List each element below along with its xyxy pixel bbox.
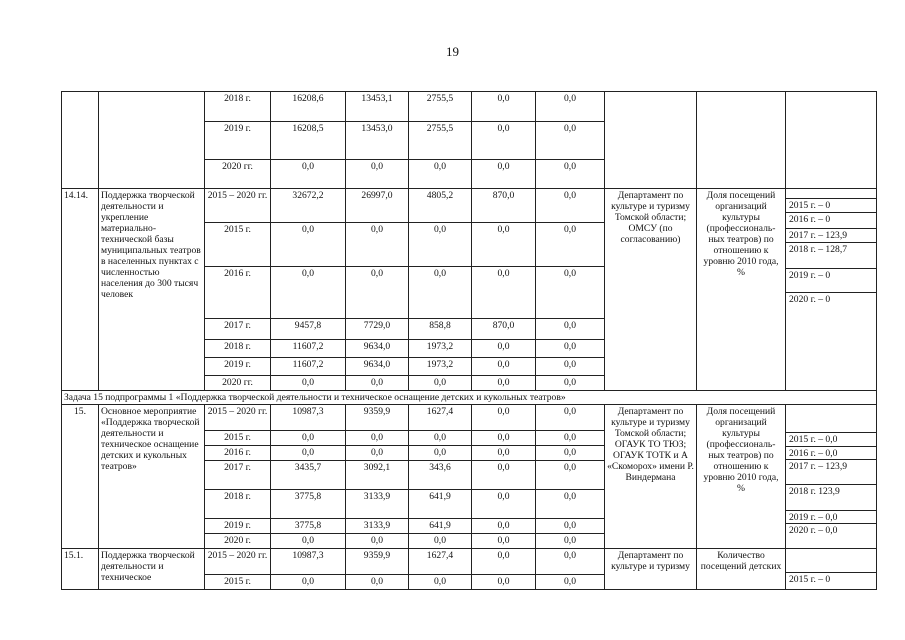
amount-cell: 0,0 bbox=[472, 461, 536, 490]
amount-cell: 0,0 bbox=[536, 534, 605, 549]
target-value: 2015 г. – 0,0 bbox=[786, 433, 876, 447]
amount-cell: 26997,0 bbox=[346, 189, 409, 223]
period-cell: 2017 г. bbox=[205, 319, 271, 340]
indicator-cell: Количество посещений детских bbox=[697, 549, 786, 590]
period-cell: 2018 г. bbox=[205, 490, 271, 519]
amount-cell: 0,0 bbox=[472, 519, 536, 534]
amount-cell: 13453,1 bbox=[346, 92, 409, 122]
period-cell: 2019 г. bbox=[205, 358, 271, 376]
amount-cell: 0,0 bbox=[536, 376, 605, 391]
amount-cell: 2755,5 bbox=[409, 92, 472, 122]
amount-cell: 11607,2 bbox=[271, 358, 346, 376]
target-value: 2019 г. – 0,0 bbox=[786, 511, 876, 524]
amount-cell: 0,0 bbox=[472, 405, 536, 431]
amount-cell: 1973,2 bbox=[409, 358, 472, 376]
amount-cell: 0,0 bbox=[536, 92, 605, 122]
target-value: 2016 г. – 0,0 bbox=[786, 447, 876, 460]
amount-cell: 0,0 bbox=[346, 446, 409, 461]
amount-cell: 7729,0 bbox=[346, 319, 409, 340]
target-value: 2016 г. – 0 bbox=[786, 213, 876, 229]
num-cell bbox=[62, 92, 99, 189]
amount-cell: 0,0 bbox=[472, 376, 536, 391]
amount-cell: 0,0 bbox=[472, 431, 536, 446]
amount-cell: 0,0 bbox=[271, 431, 346, 446]
targets-cell bbox=[786, 549, 877, 590]
amount-cell: 0,0 bbox=[271, 160, 346, 189]
amount-cell: 858,8 bbox=[409, 319, 472, 340]
amount-cell: 0,0 bbox=[536, 160, 605, 189]
amount-cell: 0,0 bbox=[346, 223, 409, 267]
amount-cell: 0,0 bbox=[409, 575, 472, 590]
amount-cell: 0,0 bbox=[536, 122, 605, 160]
target-value: 2018 г. – 128,7 bbox=[786, 243, 876, 269]
period-cell: 2016 г. bbox=[205, 446, 271, 461]
amount-cell: 9359,9 bbox=[346, 405, 409, 431]
period-cell: 2015 г. bbox=[205, 575, 271, 590]
amount-cell: 0,0 bbox=[536, 575, 605, 590]
amount-cell: 641,9 bbox=[409, 519, 472, 534]
name-cell: Поддержка творческой деятельности и укрепление материально-технической базы муниципальных театров в населенных пунктах с численностью населения до 300 тысяч человек bbox=[99, 189, 205, 391]
targets-cell bbox=[786, 189, 877, 391]
amount-cell: 32672,2 bbox=[271, 189, 346, 223]
amount-cell: 0,0 bbox=[409, 431, 472, 446]
period-cell: 2020 гг. bbox=[205, 160, 271, 189]
num-cell: 14.14. bbox=[62, 189, 99, 391]
amount-cell: 0,0 bbox=[346, 267, 409, 319]
amount-cell: 0,0 bbox=[346, 431, 409, 446]
amount-cell: 2755,5 bbox=[409, 122, 472, 160]
task-heading: Задача 15 подпрограммы 1 «Поддержка творческой деятельности и техническое оснащение детских и кукольных театров» bbox=[62, 391, 877, 405]
indicator-cell: Доля посещений организаций культуры (профессиональ-ных театров) по отношению к уровню 2010 года, % bbox=[697, 189, 786, 391]
period-cell: 2015 – 2020 гг. bbox=[205, 549, 271, 575]
period-cell: 2018 г. bbox=[205, 92, 271, 122]
amount-cell: 0,0 bbox=[472, 549, 536, 575]
period-cell: 2015 – 2020 гг. bbox=[205, 189, 271, 223]
amount-cell: 0,0 bbox=[409, 534, 472, 549]
amount-cell: 0,0 bbox=[536, 519, 605, 534]
amount-cell: 0,0 bbox=[536, 319, 605, 340]
table-row bbox=[62, 549, 877, 575]
program-table bbox=[61, 91, 877, 590]
amount-cell: 0,0 bbox=[536, 405, 605, 431]
amount-cell: 0,0 bbox=[472, 340, 536, 358]
name-cell bbox=[99, 92, 205, 189]
amount-cell: 16208,6 bbox=[271, 92, 346, 122]
period-cell: 2015 – 2020 гг. bbox=[205, 405, 271, 431]
amount-cell: 0,0 bbox=[472, 575, 536, 590]
amount-cell: 0,0 bbox=[346, 376, 409, 391]
period-cell: 2015 г. bbox=[205, 223, 271, 267]
amount-cell: 0,0 bbox=[536, 461, 605, 490]
amount-cell: 0,0 bbox=[409, 223, 472, 267]
amount-cell: 1973,2 bbox=[409, 340, 472, 358]
amount-cell: 0,0 bbox=[472, 92, 536, 122]
amount-cell: 0,0 bbox=[346, 160, 409, 189]
amount-cell: 13453,0 bbox=[346, 122, 409, 160]
amount-cell: 0,0 bbox=[536, 358, 605, 376]
amount-cell: 0,0 bbox=[409, 267, 472, 319]
target-value: 2019 г. – 0 bbox=[786, 269, 876, 293]
amount-cell: 0,0 bbox=[271, 223, 346, 267]
amount-cell: 1627,4 bbox=[409, 549, 472, 575]
amount-cell: 0,0 bbox=[536, 267, 605, 319]
amount-cell: 343,6 bbox=[409, 461, 472, 490]
executor-cell: Департамент по культуре и туризму Томской области; ОМСУ (по согласованию) bbox=[605, 189, 697, 391]
amount-cell: 3775,8 bbox=[271, 490, 346, 519]
page-number: 19 bbox=[446, 44, 459, 59]
table-row bbox=[62, 189, 877, 223]
amount-cell: 0,0 bbox=[536, 549, 605, 575]
amount-cell: 0,0 bbox=[472, 490, 536, 519]
amount-cell: 3092,1 bbox=[346, 461, 409, 490]
period-cell: 2020 гг. bbox=[205, 376, 271, 391]
amount-cell: 0,0 bbox=[536, 340, 605, 358]
amount-cell: 870,0 bbox=[472, 319, 536, 340]
amount-cell: 9634,0 bbox=[346, 340, 409, 358]
table-row bbox=[62, 391, 877, 405]
period-cell: 2019 г. bbox=[205, 519, 271, 534]
target-value: 2015 г. – 0 bbox=[789, 574, 831, 585]
period-cell: 2017 г. bbox=[205, 461, 271, 490]
amount-cell: 0,0 bbox=[409, 376, 472, 391]
period-cell: 2020 г. bbox=[205, 534, 271, 549]
amount-cell: 0,0 bbox=[472, 267, 536, 319]
amount-cell: 641,9 bbox=[409, 490, 472, 519]
period-cell: 2018 г. bbox=[205, 340, 271, 358]
amount-cell: 0,0 bbox=[271, 267, 346, 319]
amount-cell: 3435,7 bbox=[271, 461, 346, 490]
amount-cell: 0,0 bbox=[536, 223, 605, 267]
target-value: 2020 г. – 0,0 bbox=[789, 525, 838, 536]
amount-cell: 11607,2 bbox=[271, 340, 346, 358]
executor-cell: Департамент по культуре и туризму bbox=[605, 549, 697, 590]
target-value: 2020 г. – 0 bbox=[789, 294, 831, 305]
amount-cell: 9457,8 bbox=[271, 319, 346, 340]
period-cell: 2016 г. bbox=[205, 267, 271, 319]
amount-cell: 9359,9 bbox=[346, 549, 409, 575]
amount-cell: 3133,9 bbox=[346, 490, 409, 519]
amount-cell: 0,0 bbox=[536, 189, 605, 223]
amount-cell: 0,0 bbox=[472, 223, 536, 267]
num-cell: 15. bbox=[62, 405, 99, 549]
targets-cell bbox=[786, 92, 877, 189]
amount-cell: 0,0 bbox=[271, 446, 346, 461]
period-cell: 2019 г. bbox=[205, 122, 271, 160]
amount-cell: 0,0 bbox=[346, 575, 409, 590]
amount-cell: 0,0 bbox=[409, 446, 472, 461]
amount-cell: 0,0 bbox=[472, 358, 536, 376]
amount-cell: 16208,5 bbox=[271, 122, 346, 160]
name-cell: Основное мероприятие «Поддержка творческой деятельности и техническое оснащение детских и кукольных театров» bbox=[99, 405, 205, 549]
targets-cell bbox=[786, 405, 877, 549]
amount-cell: 0,0 bbox=[472, 446, 536, 461]
num-cell: 15.1. bbox=[62, 549, 99, 590]
amount-cell: 0,0 bbox=[472, 534, 536, 549]
target-value: 2015 г. – 0 bbox=[786, 199, 876, 213]
amount-cell: 0,0 bbox=[346, 534, 409, 549]
amount-cell: 0,0 bbox=[536, 431, 605, 446]
period-cell: 2015 г. bbox=[205, 431, 271, 446]
amount-cell: 0,0 bbox=[271, 575, 346, 590]
executor-cell: Департамент по культуре и туризму Томской области; ОГАУК ТО ТЮЗ; ОГАУК ТОТК и А «Скоморох» имени Р. Виндермана bbox=[605, 405, 697, 549]
amount-cell: 870,0 bbox=[472, 189, 536, 223]
amount-cell: 10987,3 bbox=[271, 549, 346, 575]
amount-cell: 3775,8 bbox=[271, 519, 346, 534]
target-value: 2017 г. – 123,9 bbox=[786, 460, 876, 485]
target-value: 2018 г. 123,9 bbox=[786, 485, 876, 511]
amount-cell: 1627,4 bbox=[409, 405, 472, 431]
amount-cell: 0,0 bbox=[536, 490, 605, 519]
amount-cell: 4805,2 bbox=[409, 189, 472, 223]
amount-cell: 3133,9 bbox=[346, 519, 409, 534]
amount-cell: 0,0 bbox=[472, 122, 536, 160]
name-cell: Поддержка творческой деятельности и техническое bbox=[99, 549, 205, 590]
amount-cell: 0,0 bbox=[472, 160, 536, 189]
table-row bbox=[62, 405, 877, 431]
executor-cell bbox=[605, 92, 697, 189]
amount-cell: 10987,3 bbox=[271, 405, 346, 431]
amount-cell: 0,0 bbox=[409, 160, 472, 189]
table-row bbox=[62, 92, 877, 122]
target-value: 2017 г. – 123,9 bbox=[786, 229, 876, 243]
amount-cell: 0,0 bbox=[536, 446, 605, 461]
amount-cell: 9634,0 bbox=[346, 358, 409, 376]
amount-cell: 0,0 bbox=[271, 376, 346, 391]
indicator-cell: Доля посещений организаций культуры (профессиональ-ных театров) по отношению к уровню 2010 года, % bbox=[697, 405, 786, 549]
indicator-cell bbox=[697, 92, 786, 189]
amount-cell: 0,0 bbox=[271, 534, 346, 549]
